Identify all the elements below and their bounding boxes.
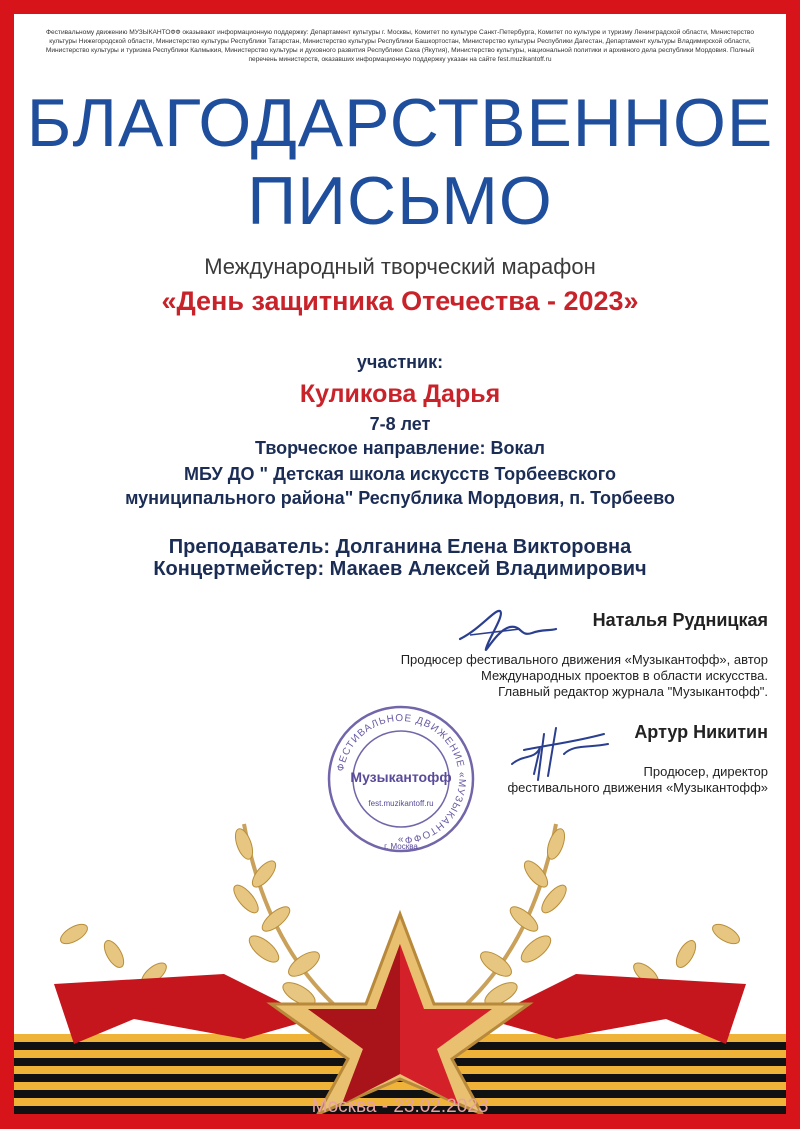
- certificate-title: [14, 84, 786, 240]
- teacher-line: Преподаватель: Долганина Елена Викторовна: [168, 536, 632, 558]
- signatory-1-desc-line-2: Международных проектов в области искусства.: [480, 668, 768, 683]
- signature-1-scribble: [450, 599, 560, 659]
- signatory-1-desc-line-3: Главный редактор журнала "Музыкантофф".: [498, 684, 768, 699]
- participant-name: Куликова Дарья: [299, 380, 501, 408]
- support-note: Фестивальному движению МУЗЫКАНТОФФ оказывают информационную поддержку: Департамент культуры г. Москвы, Комитет по культуре Санкт-Петербурга, Комитет по культуре и туризму Ленинградской области, Министерство культуры Нижегородской области, Министерство культуры Республики Татарстан, Министерство культуры Республики Башкортостан, Министерство культуры Республики Дагестан, Департамент культуры Владимирской области, Министерство культуры и туризма Республики Калмыкия, Министерство культуры и духовного развития Республики Саха (Якутия), Министерство культуры, национальной политики и архивного дела республики Мордовия. Полный перечень министерств, оказавших информационную поддержку указан на сайте fest.muzikantoff.ru: [45, 29, 755, 63]
- title-line-2: ПИСЬМО: [247, 163, 553, 239]
- stamp-site: fest.muzikantoff.ru: [368, 799, 434, 808]
- signatory-1-description: [348, 652, 768, 700]
- footer-date: Москва - 23.02.2023: [311, 1096, 489, 1114]
- signatory-2-desc-line-2: фестивального движения «Музыкантофф»: [507, 780, 768, 795]
- signatory-1-desc-line-1: Продюсер фестивального движения «Музыкантофф», автор: [400, 652, 768, 667]
- signatory-2-description: [448, 764, 768, 796]
- accompanist-line: Концертмейстер: Макаев Алексей Владимирович: [153, 558, 647, 580]
- stamp-ring-text: ФЕСТИВАЛЬНОЕ ДВИЖЕНИЕ «МУЗЫКАНТОФФ»: [335, 712, 468, 846]
- signatory-2-desc-line-1: Продюсер, директор: [643, 764, 768, 779]
- certificate-sheet: [14, 14, 786, 1114]
- stamp-city: г. Москва: [384, 842, 418, 851]
- signatory-1-name: Наталья Рудницкая: [592, 610, 768, 630]
- creative-direction: Творческое направление: Вокал: [255, 438, 545, 458]
- participant-age: 7-8 лет: [369, 414, 431, 434]
- school-name: МБУ ДО " Детская школа искусств Торбеевского муниципального района" Республика Мордовия, п. Торбеево: [125, 464, 675, 508]
- marathon-subtitle: Международный творческий марафон: [204, 254, 596, 279]
- stamp-brand: Музыкантофф: [350, 769, 452, 785]
- participant-label: участник:: [356, 352, 444, 372]
- laurel-star-decoration: [14, 804, 786, 1114]
- title-line-1: БЛАГОДАРСТВЕННОЕ: [26, 85, 774, 161]
- signatory-2-name: Артур Никитин: [634, 722, 768, 742]
- event-name: «День защитника Отечества - 2023»: [161, 286, 639, 316]
